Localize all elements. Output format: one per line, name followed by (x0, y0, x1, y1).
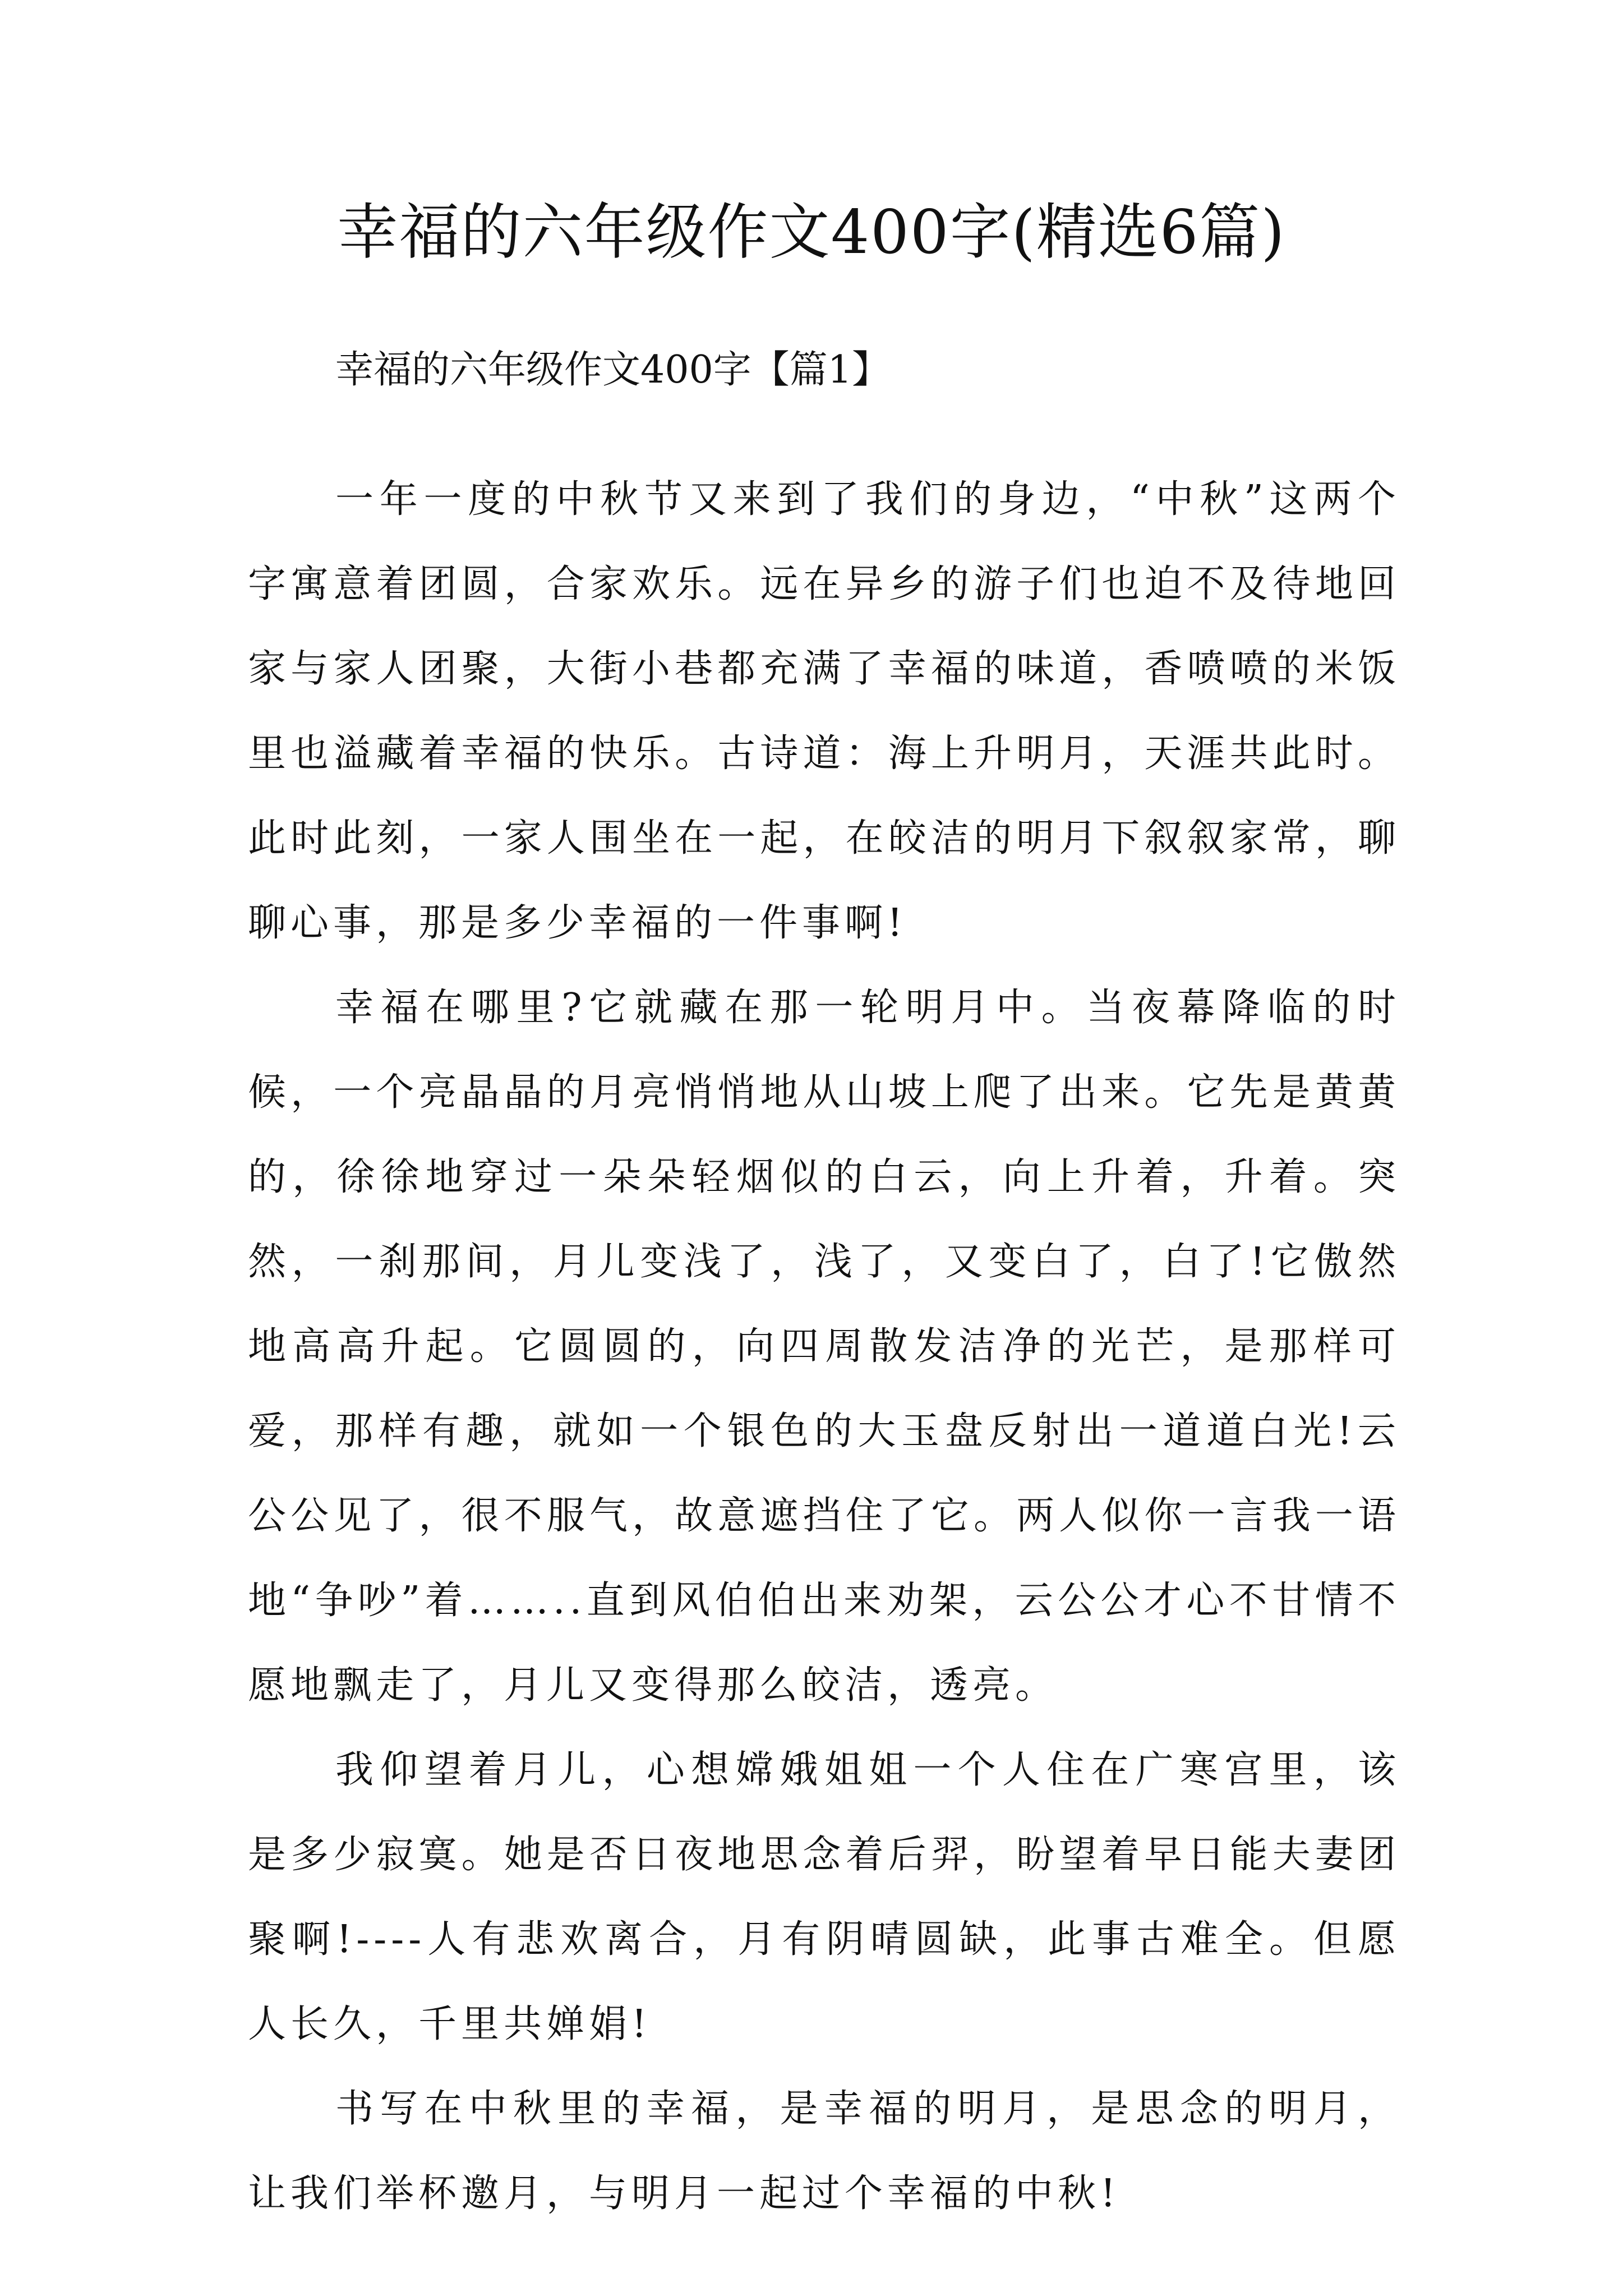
section-heading: 幸福的六年级作文400字【篇1】 (335, 348, 891, 392)
paragraph-3: 我仰望着月儿，心想嫦娥姐姐一个人住在广寒宫里，该是多少寂寞。她是否日夜地思念着后羿，盼望着早日能夫妻团聚啊!----人有悲欢离合，月有阴晴圆缺，此事古难全。但愿人长久，千里共婵娟! (248, 1748, 1400, 2046)
body-text (248, 457, 1400, 2236)
paragraph-4: 书写在中秋里的幸福，是幸福的明月，是思念的明月，让我们举杯邀月，与明月一起过个幸福的中秋! (248, 2087, 1400, 2216)
paragraph-2: 幸福在哪里?它就藏在那一轮明月中。当夜幕降临的时候，一个亮晶晶的月亮悄悄地从山坡上爬了出来。它先是黄黄的，徐徐地穿过一朵朵轻烟似的白云，向上升着，升着。突然，一刹那间，月儿变浅了，浅了，又变白了，白了!它傲然地高高升起。它圆圆的，向四周散发洁净的光芒，是那样可爱，那样有趣，就如一个银色的大玉盘反射出一道道白光!云公公见了，很不服气，故意遮挡住了它。两人似你一言我一语地“争吵”着……..直到风伯伯出来劝架，云公公才心不甘情不愿地飘走了，月儿又变得那么皎洁，透亮。 (248, 986, 1400, 1708)
paragraph-1: 一年一度的中秋节又来到了我们的身边，“中秋”这两个字寓意着团圆，合家欢乐。远在异乡的游子们也迫不及待地回家与家人团聚，大街小巷都充满了幸福的味道，香喷喷的米饭里也溢藏着幸福的快乐。古诗道：海上升明月，天涯共此时。此时此刻，一家人围坐在一起，在皎洁的明月下叙叙家常，聊聊心事，那是多少幸福的一件事啊! (248, 477, 1400, 945)
document-title: 幸福的六年级作文400字(精选6篇) (337, 197, 1286, 268)
